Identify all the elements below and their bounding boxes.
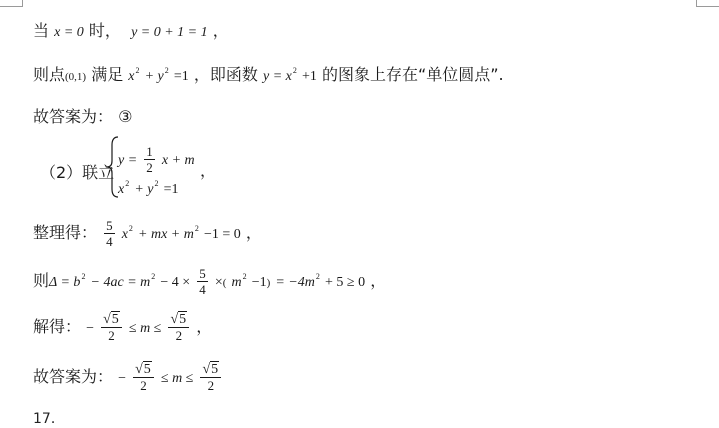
fraction-denominator: 4 bbox=[106, 234, 113, 249]
text-comma: ， bbox=[200, 161, 217, 180]
math-minus-one: −1 bbox=[251, 275, 267, 290]
math-func-lhs: y = x bbox=[262, 69, 292, 84]
math-point: (0,1) bbox=[65, 71, 87, 83]
fraction-denominator: 2 bbox=[207, 378, 215, 393]
text-namely-function: ，即函数 bbox=[193, 65, 258, 84]
fraction-denominator: 2 bbox=[140, 378, 147, 393]
sqrt-radicand: 5 bbox=[211, 362, 219, 377]
math-plus-y: + y bbox=[144, 69, 164, 84]
text-answer-label: 故答案为： bbox=[33, 367, 114, 386]
line-answer-1 bbox=[33, 104, 132, 127]
math-minus: − bbox=[86, 321, 95, 336]
math-paren-close: ) bbox=[266, 277, 271, 289]
math-m: m bbox=[231, 275, 242, 290]
fraction-numerator: 5 bbox=[106, 218, 113, 233]
math-x-plus-m: x + m bbox=[161, 153, 195, 168]
fraction-sqrt5-over-2: $\frac{√5}{2}$ bbox=[168, 312, 189, 343]
math-equals-one: =1 bbox=[163, 182, 179, 197]
fraction-denominator: 2 bbox=[175, 328, 183, 343]
fraction-denominator: 2 bbox=[108, 328, 115, 343]
sqrt-radicand: 5 bbox=[143, 362, 151, 377]
sqrt-radicand: 5 bbox=[111, 312, 119, 327]
math-delta-b: Δ = b bbox=[49, 275, 81, 290]
text-answer-label: 故答案为： bbox=[33, 107, 114, 126]
text-then: 则 bbox=[33, 271, 50, 290]
math-func-rhs: +1 bbox=[301, 69, 317, 84]
page-corner-mark-right bbox=[696, 0, 719, 7]
text-comma: ， bbox=[245, 223, 262, 242]
page-corner-mark-left bbox=[0, 0, 23, 7]
math-minus: − bbox=[118, 371, 127, 386]
fraction-numerator: 1 bbox=[146, 144, 153, 159]
line-simplified: 整理得： $\frac{5}{4}$ $x^2$ + mx + $m^2 -1 = 0$ ， bbox=[33, 218, 262, 249]
math-4ac-m: − 4ac = m bbox=[90, 275, 151, 290]
text-satisfy: 满足 bbox=[91, 65, 124, 84]
system-comma bbox=[200, 158, 216, 181]
math-mx-plus-m: + mx + m bbox=[138, 227, 194, 242]
fraction-denominator: 4 bbox=[199, 282, 206, 297]
equation-line-1 bbox=[118, 144, 195, 175]
math-plus-y: + y bbox=[134, 182, 154, 197]
math-minus-one-zero: −1 = 0 bbox=[203, 227, 241, 242]
math-minus-4-times: − 4 × bbox=[160, 275, 191, 290]
fraction-sqrt5-over-2: $\frac{√5}{2}$ bbox=[200, 362, 221, 393]
text-simplify-label: 整理得： bbox=[33, 223, 98, 242]
text-comma: ， bbox=[212, 21, 229, 40]
math-x: x bbox=[121, 227, 128, 242]
text-then-point: 则点 bbox=[33, 65, 66, 84]
math-y-value: y = 0 + 1 = 1 bbox=[131, 25, 208, 40]
math-x: x bbox=[128, 69, 135, 84]
line-case-x-zero bbox=[33, 18, 229, 41]
text-comma: ， bbox=[196, 317, 213, 336]
text-comma: ， bbox=[370, 271, 387, 290]
math-paren-open: ( bbox=[222, 277, 227, 289]
text-when: 当 bbox=[33, 21, 50, 40]
math-x: x bbox=[118, 182, 125, 197]
sqrt-radicand: 5 bbox=[179, 312, 187, 327]
next-question-number: 17． bbox=[33, 411, 65, 427]
fraction-denominator: 2 bbox=[146, 160, 153, 175]
text-time: 时， bbox=[88, 21, 121, 40]
fraction-five-fourths bbox=[104, 218, 115, 249]
text-answer-choice: ③ bbox=[118, 107, 133, 126]
line-unit-circle-point: 则点(0,1) 满足 $x^2 + y^2 =1$ ，即函数 $y = x^2 +1$ 的图象上存在“单位圆点”. bbox=[33, 65, 504, 84]
math-inequality: ≤ m ≤ bbox=[128, 321, 162, 336]
math-equals-one: =1 bbox=[173, 69, 189, 84]
line-solution bbox=[33, 312, 212, 343]
text-solve-label: 解得： bbox=[33, 317, 82, 336]
equation-line-2: $x^2 + y^2 =1$ bbox=[118, 179, 179, 197]
math-neg-4m: = −4m bbox=[275, 275, 315, 290]
math-inequality: ≤ m ≤ bbox=[160, 371, 194, 386]
text-part2-label: （2）联立 bbox=[40, 163, 115, 182]
label-simultaneous bbox=[40, 160, 114, 183]
line-answer-2 bbox=[33, 362, 223, 393]
math-condition: x = 0 bbox=[54, 25, 84, 40]
fraction-one-half bbox=[144, 144, 155, 175]
fraction-sqrt5-over-2: $\frac{√5}{2}$ bbox=[133, 362, 154, 393]
text-conclusion: 的图象上存在“单位圆点”. bbox=[321, 65, 504, 84]
fraction-sqrt5-over-2: $\frac{√5}{2}$ bbox=[101, 312, 122, 343]
fraction-five-fourths bbox=[197, 266, 208, 297]
math-y-equals: y = bbox=[118, 153, 138, 168]
math-plus-5-geq-0: + 5 ≥ 0 bbox=[325, 275, 366, 290]
line-discriminant: 则$\Delta = b^2 - 4ac = m^2 - 4$ × $\frac{5}{4}$ ×( $m^2 -1) = -4m^2 + 5 \ge 0$ ， bbox=[33, 266, 387, 297]
math-times: × bbox=[214, 275, 223, 290]
fraction-numerator: 5 bbox=[199, 266, 206, 281]
